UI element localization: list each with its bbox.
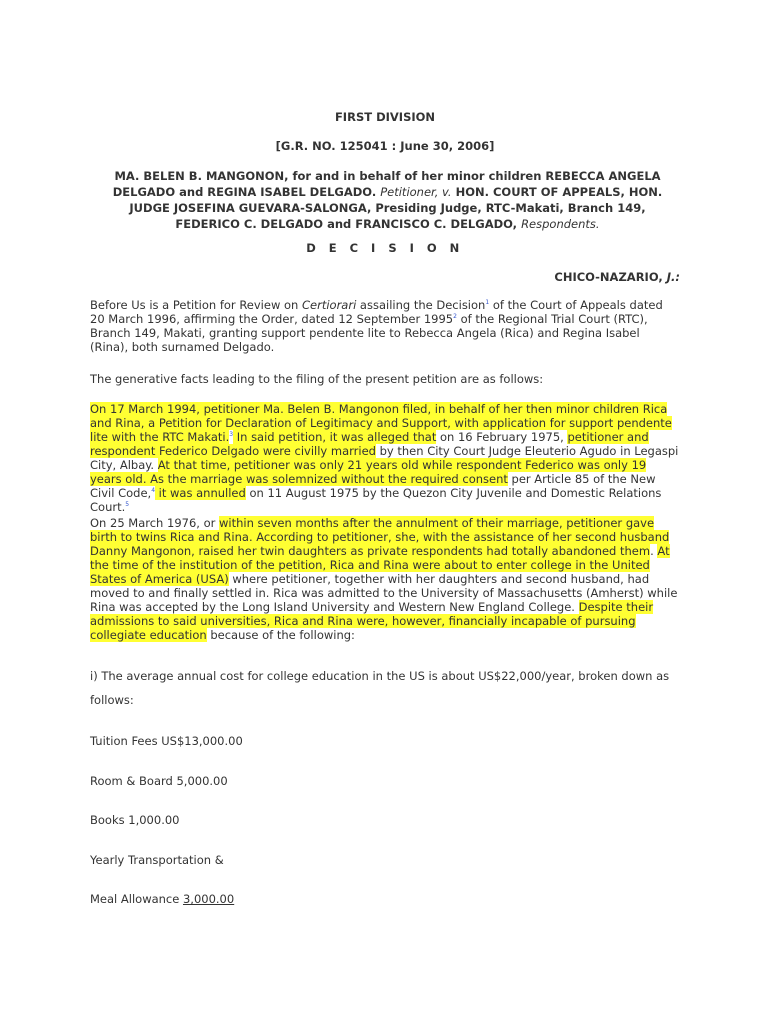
highlighted-text: At the time of the institution of the petition, Rica and Rina were about to enter college in the United States of America (USA) [90,544,670,586]
footnote-link-4[interactable]: 4 [151,487,156,495]
highlighted-text: On 17 March 1994, petitioner Ma. Belen B. Mangonon filed, in behalf of her then minor children Rica and Rina, a Petition for Declaration of Legitimacy and Support, with application for support pendente lite with the RTC Makati. [90,402,672,444]
paragraph-intro [90,298,680,354]
ponente-suffix: J.: [666,270,680,284]
text-italic: Certiorari [302,298,357,312]
footnote-link-3[interactable]: 3 [229,431,234,439]
cost-item-1: i) The average annual cost for college education in the US is about US$22,000/year, broken down as follows: [90,669,670,707]
footnote-link-1[interactable]: 1 [485,299,490,307]
parties-end: . [595,217,600,231]
cost-books: Books 1,000.00 [90,813,180,827]
text: . [650,544,658,558]
highlighted-text: Despite their admissions to said universities, Rica and Rina were, however, financially incapable of pursuing collegiate education [90,600,654,642]
text: Before Us is a Petition for Review on [90,298,302,312]
text: because of the following: [206,628,355,642]
cost-room-board: Room & Board 5,000.00 [90,774,228,788]
text: on 11 August 1975 by the Quezon City Juvenile and Domestic Relations Court. [90,486,662,514]
parties-petitioner: MA. BELEN B. MANGONON, for and in behalf of her minor children REBECCA ANGELA DELGADO and REGINA ISABEL DELGADO. [112,169,661,199]
cost-meal [90,892,234,906]
respondents-label: Respondents [521,217,596,231]
highlighted-text: In said petition, it was alleged that [233,430,437,444]
highlighted-text: At that time, petitioner was only 21 years old while respondent Federico was only 19 years old. As the marriage was solemnized without the required consent [90,458,647,486]
paragraph-facts-intro: The generative facts leading to the filing of the present petition are as follows: [90,372,544,386]
case-number: [G.R. NO. 125041 : June 30, 2006] [275,139,495,153]
division-heading: FIRST DIVISION [334,110,436,124]
text: by then City Court Judge Eleuterio Agudo in Legaspi City, Albay. [90,444,679,472]
ponente-name: CHICO-NAZARIO, [554,270,663,284]
text: On 25 March 1976, or [90,516,219,530]
parties-respondents: HON. COURT OF APPEALS, HON. JUDGE JOSEFINA GUEVARA-SALONGA, Presiding Judge, RTC-Makati, Branch 149, FEDERICO C. DELGADO and FRANCISCO C. DELGADO, [129,185,663,231]
footnote-link-2[interactable]: 2 [453,313,457,321]
versus: , v. [434,185,452,199]
highlighted-text: within seven months after the annulment of their marriage, petitioner gave birth to twins Rica and Rina. According to petitioner, she, with the assistance of her second husband Danny Mangonon, raised her twin daughters as private respondents had totally abandoned them [90,516,670,558]
text: where petitioner, together with her daughters and second husband, had moved to and finally settled in. Rica was admitted to the University of Massachusetts (Amherst) while Rina was accepted by the Long Island University and Western New England College. [90,572,678,614]
cost-tuition: Tuition Fees US$13,000.00 [90,734,243,748]
ponente [90,270,680,284]
meal-label: Meal Allowance [90,892,183,906]
case-parties [100,168,675,232]
page-content [90,0,680,1024]
text: assailing the Decision [356,298,486,312]
footnote-link-5[interactable]: 5 [125,501,130,509]
paragraph-facts-2 [90,516,680,642]
text: of the Regional Trial Court (RTC), Branch 149, Makati, granting support pendente lite to Rebecca Angela (Rica) and Regina Isabel (Rina), both surnamed Delgado. [90,312,648,354]
petitioner-label: Petitioner [380,185,435,199]
decision-heading: D E C I S I O N [306,241,464,255]
meal-value: 3,000.00 [182,892,235,906]
cost-transportation: Yearly Transportation & [90,853,224,867]
paragraph-facts-1 [90,402,680,514]
text: on 16 February 1975, [436,430,568,444]
highlighted-text: it was annulled [155,486,246,500]
text: per Article 85 of the New Civil Code, [90,472,656,500]
highlighted-text: petitioner and respondent Federico Delgado were civilly married [90,430,649,458]
text: of the Court of Appeals dated 20 March 1996, affirming the Order, dated 12 September 1995 [90,298,663,326]
